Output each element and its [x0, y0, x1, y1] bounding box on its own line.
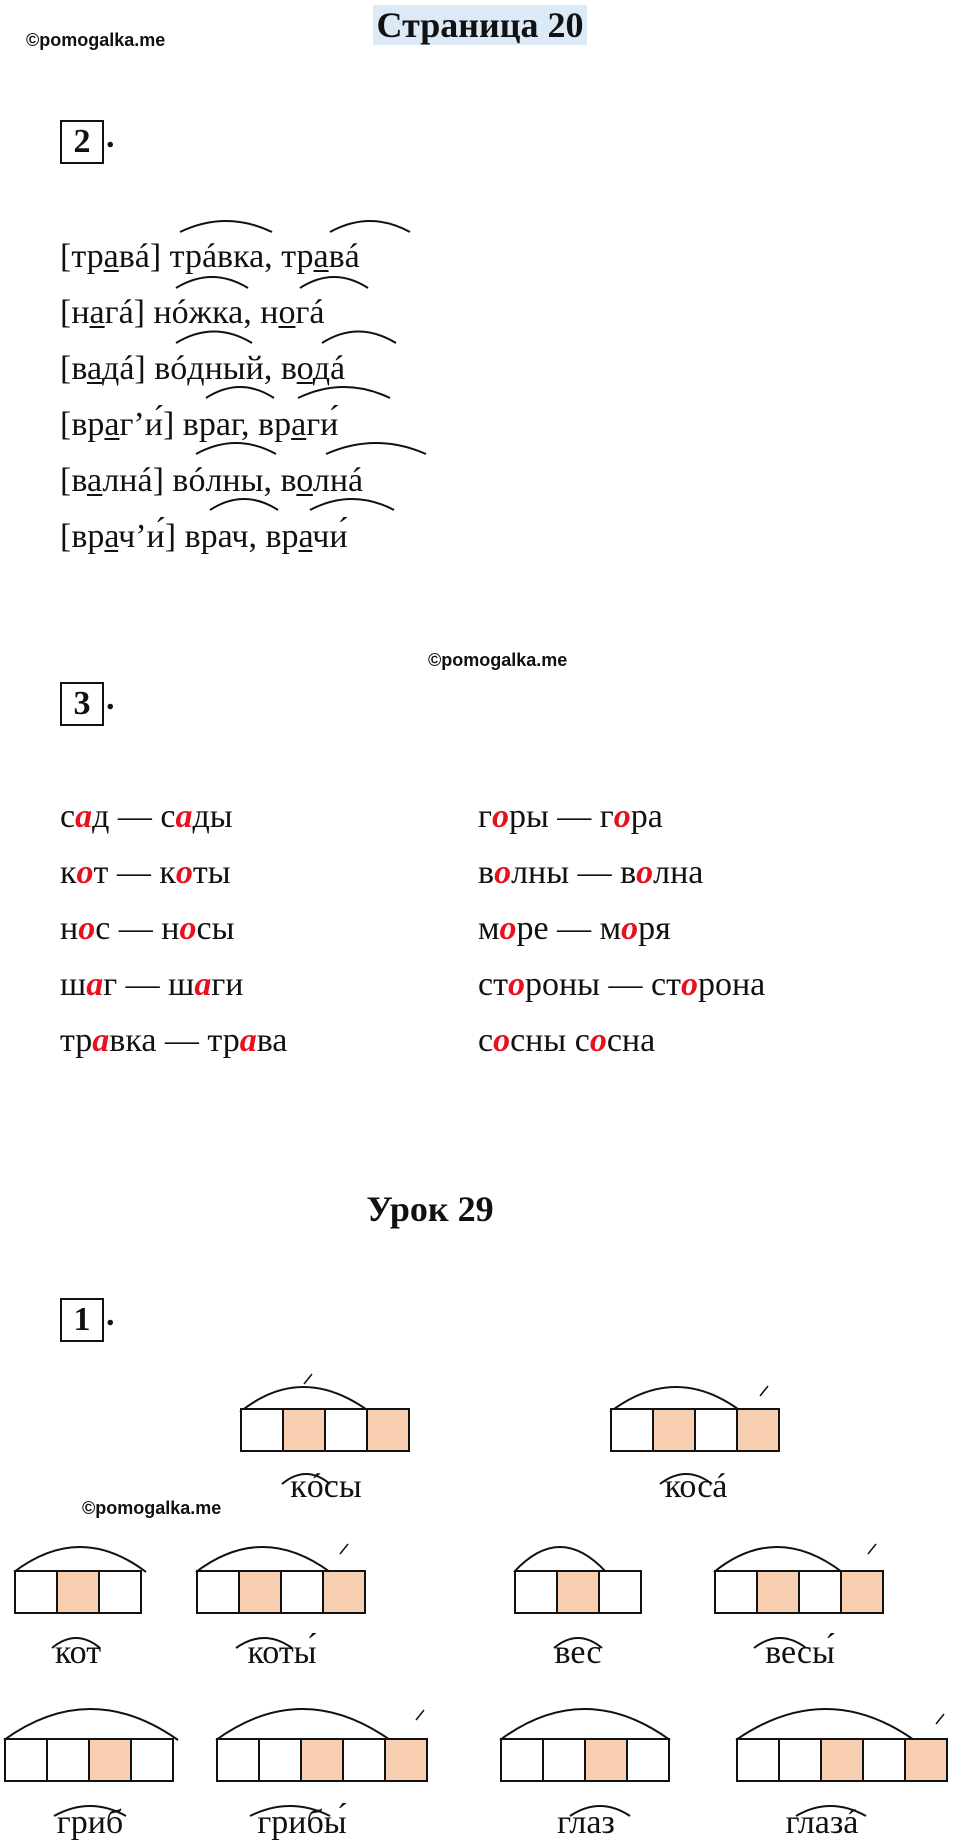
consonant-cell: [240, 1408, 284, 1452]
sound-scheme: [500, 1738, 670, 1782]
sound-scheme: [514, 1570, 642, 1614]
consonant-cell: [280, 1570, 324, 1614]
consonant-cell: [862, 1738, 906, 1782]
scheme-word: кот: [54, 1634, 102, 1671]
accent-mark: [760, 1386, 768, 1396]
consonant-cell: [98, 1570, 142, 1614]
transcription-line: [нагá] нóжка, ногá: [60, 294, 325, 331]
sound-scheme: [736, 1738, 948, 1782]
consonant-cell: [216, 1738, 260, 1782]
scheme-word: косá: [664, 1468, 728, 1505]
word-pairs-right: [478, 800, 765, 1080]
word-pair: травка — трава: [60, 1022, 288, 1059]
vowel-cell: [652, 1408, 696, 1452]
scheme-word: гриб: [56, 1804, 124, 1841]
consonant-cell: [130, 1738, 174, 1782]
vowel-cell: [904, 1738, 948, 1782]
word-pair: волны — волна: [478, 854, 704, 891]
transcription-line: [травá] трáвка, травá: [60, 238, 360, 275]
consonant-cell: [736, 1738, 780, 1782]
consonant-cell: [542, 1738, 586, 1782]
word-pair: горы — гора: [478, 798, 663, 835]
consonant-cell: [500, 1738, 544, 1782]
exercise-number: 1: [60, 1298, 104, 1342]
consonant-cell: [514, 1570, 558, 1614]
consonant-cell: [14, 1570, 58, 1614]
accent-mark: [304, 1374, 312, 1384]
scheme-word: вес: [554, 1634, 602, 1671]
scheme-word: глазá: [785, 1804, 859, 1841]
consonant-cell: [610, 1408, 654, 1452]
scheme-word: кóсы: [290, 1468, 362, 1505]
vowel-cell: [584, 1738, 628, 1782]
vowel-cell: [322, 1570, 366, 1614]
sound-scheme: [216, 1738, 428, 1782]
vowel-cell: [300, 1738, 344, 1782]
transcription-line: [вадá] вóдный, водá: [60, 350, 346, 387]
lesson-title: Урок 29: [366, 1189, 494, 1229]
transcription-line: [враг’и́] враг, враги́: [60, 406, 339, 443]
sound-scheme: [4, 1738, 174, 1782]
consonant-cell: [4, 1738, 48, 1782]
watermark: ©pomogalka.me: [82, 1498, 222, 1518]
watermark: ©pomogalka.me: [26, 30, 166, 50]
sound-scheme: [14, 1570, 142, 1614]
consonant-cell: [694, 1408, 738, 1452]
vowel-cell: [556, 1570, 600, 1614]
accent-mark: [868, 1544, 876, 1554]
word-pair: нос — носы: [60, 910, 235, 947]
vowel-cell: [366, 1408, 410, 1452]
consonant-cell: [46, 1738, 90, 1782]
exercise2-lines: [60, 240, 363, 576]
consonant-cell: [626, 1738, 670, 1782]
consonant-cell: [798, 1570, 842, 1614]
word-pair: стороны — сторона: [478, 966, 766, 1003]
consonant-cell: [342, 1738, 386, 1782]
sound-scheme: [714, 1570, 884, 1614]
page-title: Страница 20: [0, 4, 960, 46]
vowel-cell: [282, 1408, 326, 1452]
exercise-number-dot: .: [106, 118, 115, 155]
consonant-cell: [778, 1738, 822, 1782]
consonant-cell: [714, 1570, 758, 1614]
word-pair: сад — сады: [60, 798, 233, 835]
sound-scheme: [240, 1408, 410, 1452]
vowel-cell: [384, 1738, 428, 1782]
sound-scheme: [196, 1570, 366, 1614]
transcription-line: [валнá] вóлны, волнá: [60, 462, 364, 499]
watermark: ©pomogalka.me: [428, 650, 568, 670]
sound-scheme: [610, 1408, 780, 1452]
word-pairs-left: [60, 800, 287, 1080]
consonant-cell: [196, 1570, 240, 1614]
exercise-number-dot: .: [106, 680, 115, 717]
accent-mark: [340, 1544, 348, 1554]
accent-mark: [416, 1710, 424, 1720]
exercise-number: 3: [60, 682, 104, 726]
word-pair: кот — коты: [60, 854, 231, 891]
word-pair: море — моря: [478, 910, 671, 947]
vowel-cell: [840, 1570, 884, 1614]
transcription-line: [врач’и́] врач, врачи́: [60, 518, 348, 555]
vowel-cell: [56, 1570, 100, 1614]
vowel-cell: [756, 1570, 800, 1614]
scheme-word: глаз: [557, 1804, 615, 1841]
exercise-number: 2: [60, 120, 104, 164]
word-pair: сосны сосна: [478, 1022, 656, 1059]
vowel-cell: [736, 1408, 780, 1452]
consonant-cell: [258, 1738, 302, 1782]
scheme-word: коты́: [247, 1634, 317, 1671]
exercise-number-dot: .: [106, 1296, 115, 1333]
consonant-cell: [598, 1570, 642, 1614]
scheme-word: грибы́: [257, 1804, 347, 1841]
word-pair: шаг — шаги: [60, 966, 244, 1003]
consonant-cell: [324, 1408, 368, 1452]
vowel-cell: [238, 1570, 282, 1614]
vowel-cell: [820, 1738, 864, 1782]
accent-mark: [936, 1714, 944, 1724]
vowel-cell: [88, 1738, 132, 1782]
scheme-word: весы́: [765, 1634, 835, 1671]
